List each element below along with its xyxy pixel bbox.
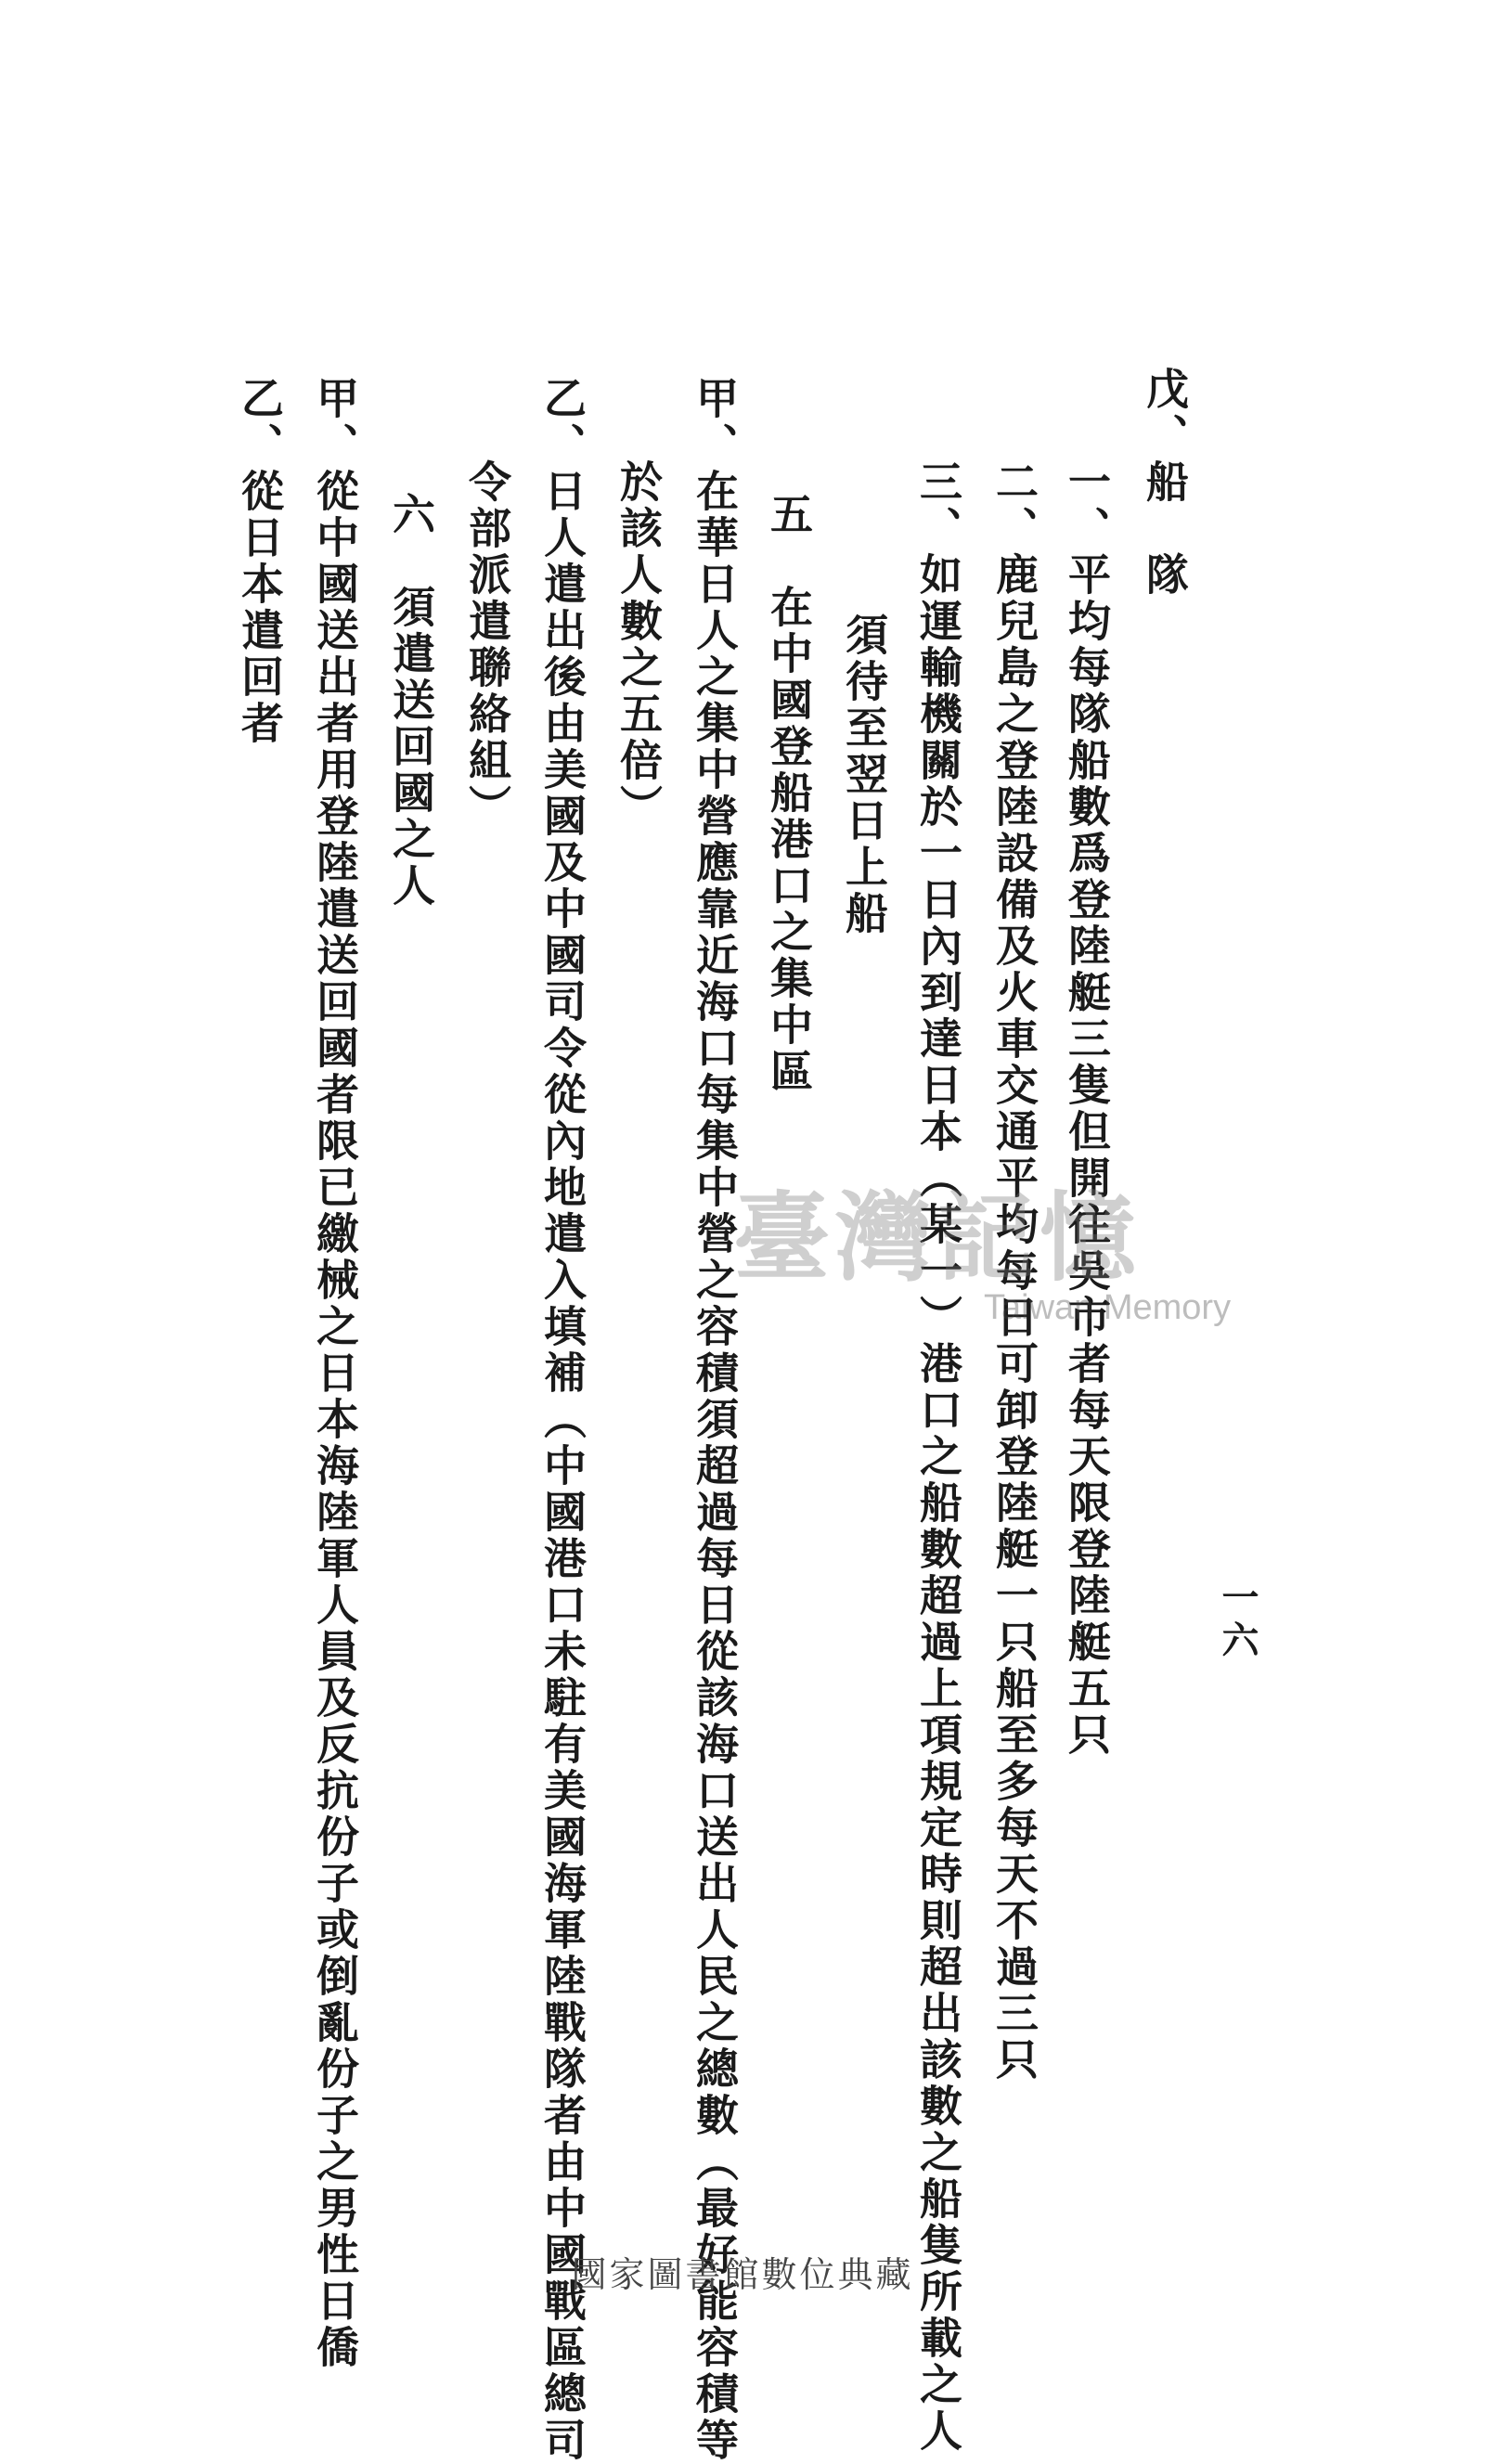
text-column-3: 三、如運輸機關於一日內到達日本（某一）港口之船數超過上項規定時則超出該數之船隻所載之人 bbox=[913, 459, 963, 2455]
watermark-chinese: 臺灣記憶 bbox=[733, 1180, 1143, 1295]
text-column-8: 乙、日人遣出後由美國及中國司令從內地遣入填補（中國港口未駐有美國海軍陸戰隊者由中國戰區總司 bbox=[537, 376, 588, 2464]
text-column-4: 須待至翌日上船 bbox=[839, 613, 889, 937]
section-heading-5: 五 在中國登船港口之集中區 bbox=[764, 492, 814, 1095]
watermark-english: Taiwan Memory bbox=[984, 1288, 1232, 1327]
text-column-11: 甲、從中國送出者用登陸遣送回國者限已繳械之日本海陸軍人員及反抗份子或倒亂份子之男性日僑 bbox=[310, 376, 360, 2371]
taiwan-memory-watermark bbox=[733, 1160, 1253, 1346]
text-column-12: 乙、從日本遣回者 bbox=[235, 376, 285, 747]
text-column-9: 令部派遣聯絡組） bbox=[462, 459, 512, 831]
text-column-6: 甲、在華日人之集中營應靠近海口每集中營之容積須超過每日從該海口送出人民之總數（最好能容積等 bbox=[690, 376, 740, 2464]
section-heading-6: 六 須遣送回國之人 bbox=[386, 492, 436, 909]
heading-ship-fleet: 戊、船 隊 bbox=[1140, 367, 1190, 599]
text-column-7: 於該人數之五倍） bbox=[613, 459, 664, 831]
text-column-1: 一、平均每隊船數爲登陸艇三隻但開往吳市者每天限登陸艇五只 bbox=[1062, 459, 1112, 1759]
page-number: 一六 bbox=[1216, 1578, 1259, 1663]
footer-caption: 國家圖書館數位典藏 bbox=[571, 2254, 914, 2295]
text-column-2: 二、鹿兒島之登陸設備及火車交通平均每日可卸登陸艇一只船至多每天不過三只 bbox=[989, 459, 1040, 2083]
